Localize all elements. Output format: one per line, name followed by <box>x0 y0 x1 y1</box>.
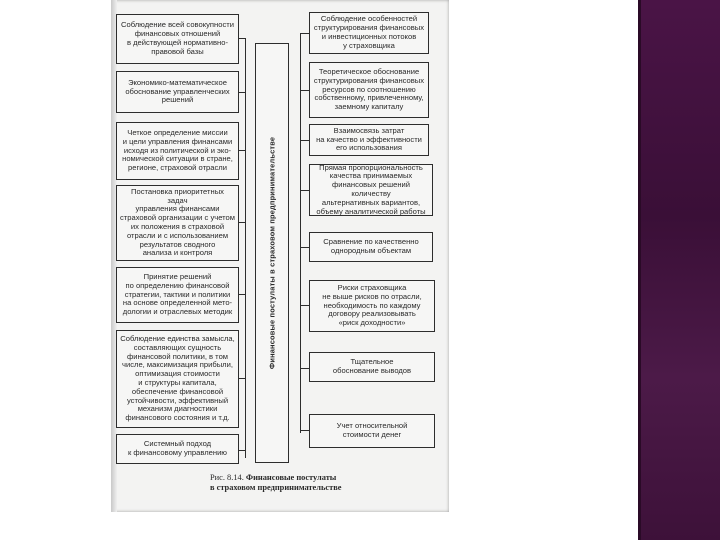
right-postulate-box <box>309 62 429 118</box>
left-postulate-text: Постановка приоритетных задач управления финансами страховой организации с учетом их положения в страховой отрасли и с использованием результатов сводного анализа и контроля <box>120 186 236 258</box>
caption-title: Финансовые постулаты в страховом предпринимательстве <box>210 473 342 492</box>
left-postulate-box <box>116 434 239 464</box>
left-postulate-box <box>116 71 239 113</box>
left-connector <box>238 222 246 223</box>
right-postulate-text: Прямая пропорциональность качества принимаемых финансовых решений количеству альтернативных вариантов, объему аналитической работы <box>316 162 426 216</box>
figure-caption <box>210 473 430 493</box>
right-connector-trunk <box>300 33 301 433</box>
left-postulate-text: Четкое определение миссии и цели управления финансами исходя из политической и эко- номической ситуации в стране, регионе, страховой отрасли <box>122 128 233 173</box>
central-spine-box <box>255 43 289 463</box>
left-connector <box>238 150 246 151</box>
left-postulate-text: Соблюдение единства замысла, составляющих сущность финансовой политики, в том числе, максимизация прибыли, оптимизация стоимости и структуры капитала, обеспечение финансовой устойчивости, эффективный механизм диагностики финансового состояния и т.д. <box>120 334 235 423</box>
left-postulate-text: Принятие решений по определению финансовой стратегии, тактики и политики на основе определенной мето- дологии и отраслевых методик <box>122 272 233 317</box>
left-connector <box>238 38 246 39</box>
decorative-side-band <box>638 0 720 540</box>
right-postulate-text: Взаимосвязь затрат на качество и эффективности его использования <box>316 125 422 153</box>
right-postulate-box <box>309 280 435 332</box>
right-postulate-text: Тщательное обоснование выводов <box>332 357 412 375</box>
right-postulate-box <box>309 12 429 54</box>
left-postulate-text: Системный подход к финансовому управлению <box>127 439 228 457</box>
caption-prefix: Рис. 8.14. <box>210 473 244 482</box>
left-postulate-box <box>116 185 239 261</box>
left-postulate-box <box>116 14 239 64</box>
left-postulate-box <box>116 122 239 180</box>
right-postulate-text: Учет относительной стоимости денег <box>336 421 408 439</box>
left-postulate-box <box>116 267 239 323</box>
spine-label: Финансовые постулаты в страховом предпринимательстве <box>267 136 277 370</box>
right-postulate-box <box>309 232 433 262</box>
right-postulate-text: Соблюдение особенностей структурирования финансовых и инвестиционных потоков у страховщика <box>313 14 425 50</box>
right-postulate-box <box>309 414 435 448</box>
left-postulate-text: Соблюдение всей совокупности финансовых отношений в действующей нормативно- правовой базы <box>121 20 234 56</box>
left-connector <box>238 450 246 451</box>
left-connector <box>238 294 246 295</box>
left-postulate-box <box>116 330 239 428</box>
right-postulate-text: Теоретическое обоснование структурирования финансовых ресурсов по соотношению собственному, привлеченному, заемному капиталу <box>313 67 425 112</box>
left-postulate-text: Экономико-математическое обоснование управленческих решений <box>125 77 230 105</box>
right-postulate-box <box>309 164 433 216</box>
right-postulate-box <box>309 124 429 156</box>
right-postulate-text: Риски страховщика не выше рисков по отрасли, необходимость по каждому договору реализовывать «риск доходности» <box>322 283 422 328</box>
left-connector <box>238 92 246 93</box>
left-connector-trunk <box>245 38 246 458</box>
right-postulate-box <box>309 352 435 382</box>
left-connector <box>238 378 246 379</box>
right-postulate-text: Сравнение по качественно однородным объектам <box>323 237 419 255</box>
